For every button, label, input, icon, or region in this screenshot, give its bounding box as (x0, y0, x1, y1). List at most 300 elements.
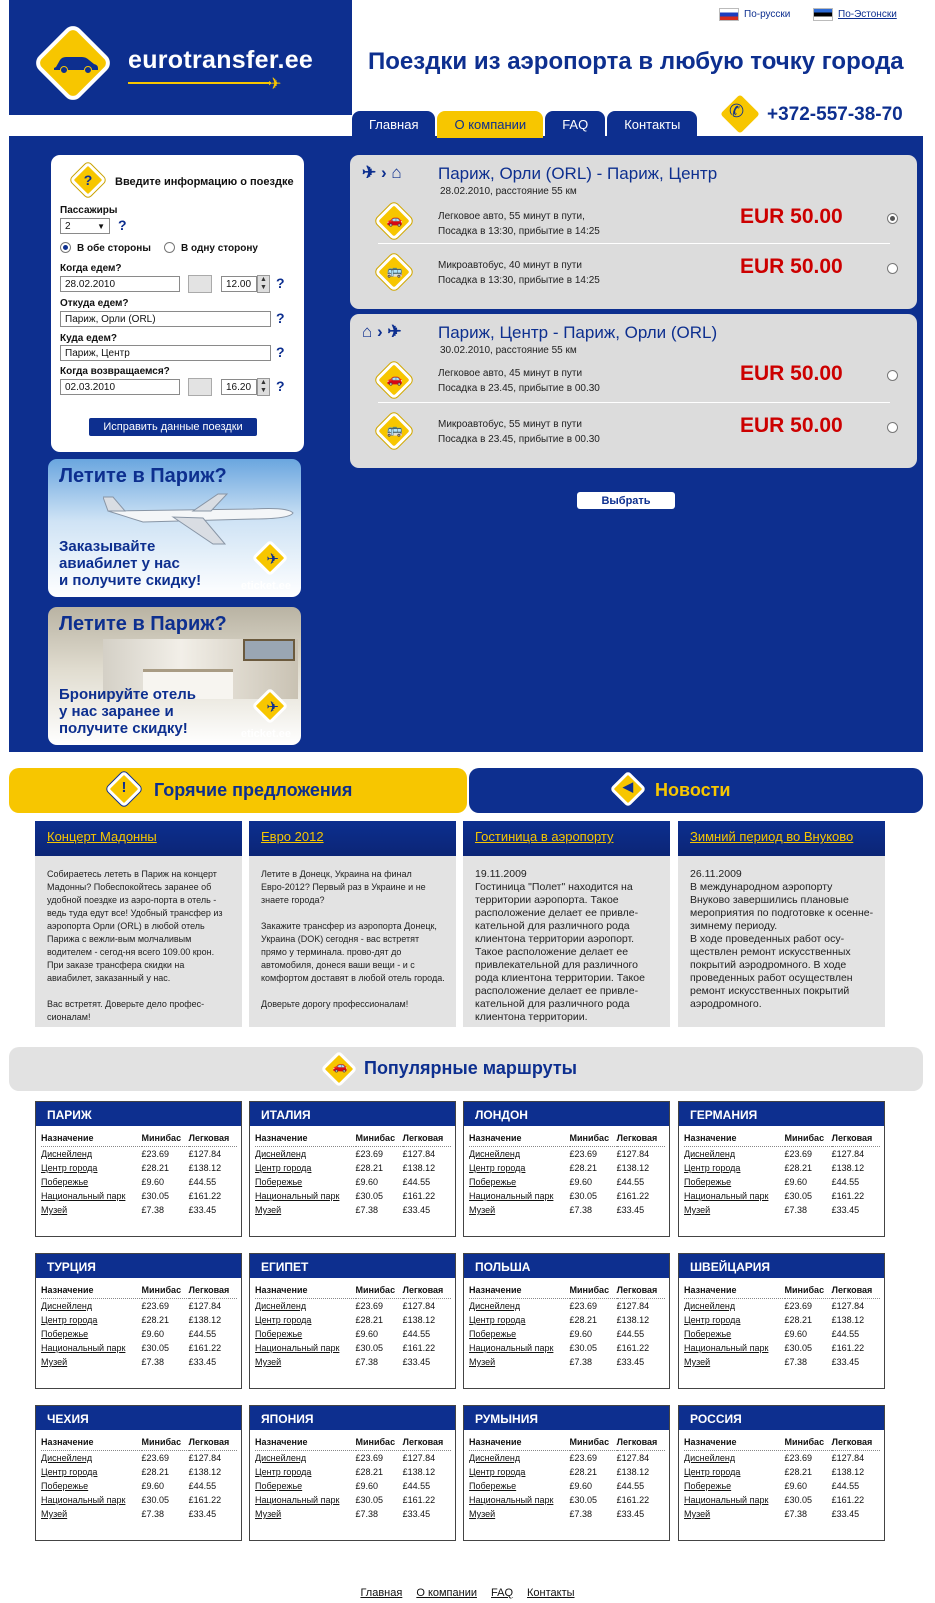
ad-flight-brand: eticket.ee (240, 580, 291, 592)
destination-link[interactable]: Диснейленд (684, 1453, 736, 1463)
car-price: £138.12 (831, 1163, 865, 1173)
lang-russian-link[interactable] (719, 8, 790, 21)
price-table (35, 1101, 242, 1237)
destination-link[interactable]: Центр города (469, 1163, 526, 1173)
destination-link[interactable]: Национальный парк (684, 1495, 769, 1505)
destination-link[interactable]: Побережье (684, 1481, 732, 1491)
table-row (684, 1203, 880, 1217)
ad-flight-text-1: Заказывайте (59, 538, 156, 555)
destination-link[interactable]: Центр города (684, 1467, 741, 1477)
destination-link[interactable]: Центр города (255, 1163, 312, 1173)
to-input[interactable] (60, 345, 271, 361)
price-table-grid (469, 1284, 665, 1369)
price-table-title: ЧЕХИЯ (36, 1406, 241, 1430)
price-table-header: Легковая (832, 1284, 880, 1299)
car-price: £161.22 (188, 1495, 222, 1505)
price-table (249, 1101, 456, 1237)
minibus-price: £23.69 (569, 1301, 598, 1311)
price-table-header-row (684, 1284, 880, 1299)
destination-link[interactable]: Центр города (469, 1467, 526, 1477)
price-table-header-row (469, 1436, 665, 1451)
destination-link[interactable]: Национальный парк (41, 1495, 126, 1505)
table-row (684, 1465, 880, 1479)
destination-link[interactable]: Национальный парк (255, 1343, 340, 1353)
option-text (438, 258, 600, 288)
phone-icon: ✆ (729, 101, 745, 121)
minibus-price: £9.60 (784, 1177, 808, 1187)
destination-link[interactable]: Национальный парк (684, 1191, 769, 1201)
from-label: Откуда едем? (60, 298, 129, 309)
from-help-icon[interactable]: ? (276, 310, 285, 326)
time-spinner-icon[interactable]: ▲ ▼ (257, 275, 270, 293)
ad-flight-text-3: и получите скидку! (59, 572, 202, 589)
table-row (469, 1341, 665, 1355)
bus-icon: 🚌 (386, 422, 404, 437)
news-card-title[interactable]: Гостиница в аэропорту (463, 821, 670, 856)
destination-link[interactable]: Музей (41, 1205, 68, 1215)
car-price: £127.84 (402, 1149, 436, 1159)
price-table-header-row (255, 1436, 451, 1451)
table-row (255, 1507, 451, 1521)
minibus-price: £23.69 (569, 1149, 598, 1159)
car-price: £44.55 (616, 1329, 645, 1339)
car-price: £44.55 (188, 1329, 217, 1339)
destination-link[interactable]: Музей (255, 1205, 282, 1215)
table-row (469, 1189, 665, 1203)
car-price: £138.12 (831, 1315, 865, 1325)
destination-link[interactable]: Побережье (469, 1481, 517, 1491)
car-price: £138.12 (188, 1163, 222, 1173)
destination-link[interactable]: Музей (469, 1357, 496, 1367)
table-row (255, 1189, 451, 1203)
destination-link[interactable]: Побережье (684, 1177, 732, 1187)
minibus-price: £9.60 (569, 1329, 593, 1339)
return-help-icon[interactable]: ? (276, 378, 285, 394)
destination-link[interactable]: Диснейленд (469, 1301, 521, 1311)
option-price: EUR 50.00 (740, 255, 843, 278)
car-price: £127.84 (188, 1453, 222, 1463)
car-price: £33.45 (402, 1509, 431, 1519)
price-table-grid (255, 1436, 451, 1521)
route-return-title: Париж, Центр - Париж, Орли (ORL) (438, 323, 718, 342)
card-paragraph: В международном аэропорту Внуково завершились плановые мероприятия по подготовке к осенне-зимнему периоду. (690, 881, 874, 932)
table-row (684, 1299, 880, 1314)
option-text (438, 366, 600, 396)
return-label: Когда возвращаемся? (60, 366, 170, 377)
ad-hotel-brand: eticket.ee (240, 728, 291, 740)
minibus-price: £23.69 (141, 1453, 170, 1463)
destination-link[interactable]: Побережье (469, 1329, 517, 1339)
table-row (41, 1465, 237, 1479)
news-bar (469, 768, 923, 813)
destination-link[interactable]: Побережье (41, 1329, 89, 1339)
minibus-price: £28.21 (784, 1467, 813, 1477)
destination-link[interactable]: Музей (469, 1509, 496, 1519)
option-radio[interactable] (887, 263, 898, 274)
minibus-price: £7.38 (784, 1205, 808, 1215)
destination-link[interactable]: Диснейленд (469, 1149, 521, 1159)
destination-link[interactable]: Национальный парк (255, 1191, 340, 1201)
price-table-header: Назначение (41, 1132, 142, 1147)
table-row (41, 1355, 237, 1369)
car-price: £127.84 (831, 1301, 865, 1311)
car-icon: 🚗 (386, 371, 404, 386)
car-price: £33.45 (616, 1509, 645, 1519)
from-input[interactable] (60, 311, 271, 327)
minibus-price: £30.05 (569, 1191, 598, 1201)
news-card-title[interactable]: Зимний период во Внуково (678, 821, 885, 856)
price-table-title: ТУРЦИЯ (36, 1254, 241, 1278)
minibus-price: £28.21 (784, 1163, 813, 1173)
price-table-header: Назначение (684, 1436, 785, 1451)
destination-link[interactable]: Национальный парк (469, 1495, 554, 1505)
route-outbound (350, 155, 917, 309)
price-table-header: Легковая (189, 1436, 237, 1451)
russia-flag-icon (719, 8, 739, 21)
table-row (684, 1479, 880, 1493)
table-row (684, 1341, 880, 1355)
minibus-price: £7.38 (355, 1205, 379, 1215)
car-price: £33.45 (402, 1357, 431, 1367)
ad-hotel-text-1: Бронируйте отель (59, 686, 196, 703)
destination-link[interactable]: Центр города (41, 1315, 98, 1325)
minibus-price: £23.69 (784, 1453, 813, 1463)
price-table-title: РОССИЯ (679, 1406, 884, 1430)
time-input[interactable] (221, 276, 257, 292)
price-table-header: Легковая (617, 1436, 665, 1451)
option-radio[interactable] (887, 422, 898, 433)
fix-trip-button[interactable]: Исправить данные поездки (89, 418, 257, 436)
table-row (255, 1161, 451, 1175)
table-row (469, 1313, 665, 1327)
destination-link[interactable]: Диснейленд (255, 1301, 307, 1311)
minibus-price: £7.38 (569, 1509, 593, 1519)
car-price: £44.55 (188, 1481, 217, 1491)
destination-link[interactable]: Национальный парк (684, 1343, 769, 1353)
minibus-price: £9.60 (784, 1329, 808, 1339)
price-table (463, 1405, 670, 1541)
destination-link[interactable]: Диснейленд (255, 1149, 307, 1159)
destination-link[interactable]: Центр города (255, 1467, 312, 1477)
car-price: £161.22 (831, 1343, 865, 1353)
calendar-icon[interactable] (188, 275, 212, 293)
destination-link[interactable]: Диснейленд (41, 1301, 93, 1311)
price-table-header-row (41, 1132, 237, 1147)
price-table-header: Легковая (832, 1132, 880, 1147)
logo-text[interactable]: eurotransfer.ee (128, 46, 314, 74)
price-table-grid (255, 1132, 451, 1217)
table-row (684, 1175, 880, 1189)
option-line-2: Посадка в 13:30, прибытие в 14:25 (438, 275, 600, 286)
minibus-price: £23.69 (355, 1149, 384, 1159)
destination-link[interactable]: Диснейленд (469, 1453, 521, 1463)
destination-link[interactable]: Диснейленд (41, 1149, 93, 1159)
option-line-2: Посадка в 23.45, прибытие в 00.30 (438, 434, 600, 445)
car-price: £44.55 (188, 1177, 217, 1187)
destination-link[interactable]: Музей (684, 1205, 711, 1215)
minibus-price: £30.05 (784, 1495, 813, 1505)
destination-link[interactable]: Диснейленд (684, 1149, 736, 1159)
to-value: Париж, Центр (65, 347, 130, 359)
table-row (41, 1327, 237, 1341)
choose-button[interactable]: Выбрать (577, 492, 675, 509)
table-row (684, 1147, 880, 1162)
car-price: £33.45 (616, 1357, 645, 1367)
price-table (35, 1253, 242, 1389)
price-table-header: Минибас (356, 1436, 403, 1451)
destination-link[interactable]: Центр города (469, 1315, 526, 1325)
footer-link-contacts[interactable]: Контакты (527, 1587, 575, 1599)
price-table-title: ИТАЛИЯ (250, 1102, 455, 1126)
news-card (678, 821, 885, 1027)
table-row (41, 1175, 237, 1189)
car-price: £44.55 (616, 1177, 645, 1187)
price-table-header: Минибас (570, 1284, 617, 1299)
destination-link[interactable]: Музей (684, 1357, 711, 1367)
table-row (469, 1507, 665, 1521)
destination-link[interactable]: Побережье (41, 1481, 89, 1491)
table-row (41, 1479, 237, 1493)
minibus-price: £9.60 (784, 1481, 808, 1491)
price-table-grid (684, 1132, 880, 1217)
date-input[interactable] (60, 276, 180, 292)
price-table-header: Легковая (189, 1132, 237, 1147)
table-row (255, 1341, 451, 1355)
minibus-price: £7.38 (355, 1357, 379, 1367)
to-help-icon[interactable]: ? (276, 344, 285, 360)
card-paragraph: В ходе проведенных работ осу-ществлен ремонт искусственных покрытий аэродромного. В ходе проведенных работ осуществлен ремонт искусственных покрытий аэродромного. (690, 933, 853, 1010)
destination-link[interactable]: Музей (469, 1205, 496, 1215)
minibus-price: £7.38 (355, 1509, 379, 1519)
car-price: £138.12 (402, 1163, 436, 1173)
date-value: 28.02.2010 (65, 278, 116, 290)
car-price: £127.84 (402, 1453, 436, 1463)
price-table-header: Назначение (41, 1284, 142, 1299)
footer-link-about[interactable]: О компании (416, 1587, 477, 1599)
price-table-header: Легковая (403, 1436, 451, 1451)
destination-link[interactable]: Побережье (469, 1177, 517, 1187)
destination-link[interactable]: Побережье (41, 1177, 89, 1187)
news-title: Новости (655, 780, 731, 800)
passengers-help-icon[interactable]: ? (118, 217, 127, 233)
minibus-price: £30.05 (141, 1495, 170, 1505)
offer-card-body (261, 868, 446, 1024)
price-table-header: Минибас (785, 1436, 832, 1451)
destination-link[interactable]: Национальный парк (255, 1495, 340, 1505)
car-price: £161.22 (402, 1495, 436, 1505)
ad-hotel[interactable] (48, 607, 301, 745)
option-line-1: Легковое авто, 55 минут в пути, (438, 211, 585, 222)
minibus-price: £7.38 (569, 1357, 593, 1367)
destination-link[interactable]: Диснейленд (41, 1453, 93, 1463)
destination-link[interactable]: Центр города (41, 1467, 98, 1477)
nav-tab-faq[interactable]: FAQ (545, 111, 605, 138)
car-price: £127.84 (616, 1453, 650, 1463)
to-label: Куда едем? (60, 333, 117, 344)
passengers-value: 2 (65, 220, 71, 232)
minibus-price: £7.38 (141, 1205, 165, 1215)
table-row (255, 1493, 451, 1507)
minibus-price: £30.05 (355, 1495, 384, 1505)
oneway-label: В одну сторону (181, 243, 258, 254)
minibus-price: £9.60 (569, 1481, 593, 1491)
footer-link-home[interactable]: Главная (360, 1587, 403, 1599)
price-table-header: Назначение (684, 1284, 785, 1299)
offer-card-title[interactable]: Концерт Мадонны (35, 821, 242, 856)
price-table-title: ШВЕЙЦАРИЯ (679, 1254, 884, 1278)
price-table (35, 1405, 242, 1541)
news-card (463, 821, 670, 1027)
question-icon: ? (83, 172, 93, 188)
price-table-grid (684, 1284, 880, 1369)
option-line-2: Посадка в 13:30, прибытие в 14:25 (438, 226, 600, 237)
ad-hotel-title: Летите в Париж? (59, 613, 227, 635)
table-row (41, 1313, 237, 1327)
destination-link[interactable]: Национальный парк (41, 1343, 126, 1353)
minibus-price: £7.38 (141, 1357, 165, 1367)
return-time-input[interactable] (221, 379, 257, 395)
destination-link[interactable]: Национальный парк (41, 1191, 126, 1201)
destination-link[interactable]: Центр города (684, 1315, 741, 1325)
table-row (255, 1203, 451, 1217)
car-price: £44.55 (831, 1177, 860, 1187)
price-table-grid (41, 1132, 237, 1217)
minibus-price: £23.69 (355, 1453, 384, 1463)
option-line-1: Микроавтобус, 40 минут в пути (438, 260, 582, 271)
car-price: £161.22 (402, 1191, 436, 1201)
lang-estonian-link[interactable] (813, 8, 897, 21)
car-price: £161.22 (831, 1191, 865, 1201)
destination-link[interactable]: Центр города (684, 1163, 741, 1173)
price-table-title: РУМЫНИЯ (464, 1406, 669, 1430)
table-row (469, 1465, 665, 1479)
minibus-price: £30.05 (141, 1343, 170, 1353)
table-row (684, 1493, 880, 1507)
price-table (249, 1405, 456, 1541)
card-paragraph: Закажите трансфер из аэропорта Донецк, Украина (DOK) сегодня - вас встретят прямо у терминала. прово-дят до автомобиля, донеся ваши вещи - и с комфортом доставят в любой отель города. (261, 921, 445, 983)
price-table-header: Минибас (356, 1132, 403, 1147)
price-table-header-row (469, 1132, 665, 1147)
price-table-header: Минибас (142, 1132, 189, 1147)
price-table-header: Назначение (41, 1436, 142, 1451)
table-row (469, 1355, 665, 1369)
home-to-plane-icon: ⌂ › ✈ (362, 322, 402, 341)
car-price: £33.45 (188, 1205, 217, 1215)
price-table (678, 1253, 885, 1389)
option-radio[interactable] (887, 370, 898, 381)
date-help-icon[interactable]: ? (276, 275, 285, 291)
destination-link[interactable]: Национальный парк (469, 1343, 554, 1353)
destination-link[interactable]: Музей (41, 1509, 68, 1519)
price-table-grid (469, 1436, 665, 1521)
destination-link[interactable]: Музей (41, 1357, 68, 1367)
car-price: £33.45 (616, 1205, 645, 1215)
destination-link[interactable]: Музей (255, 1357, 282, 1367)
minibus-price: £28.21 (784, 1315, 813, 1325)
minibus-price: £28.21 (569, 1467, 598, 1477)
offer-card (249, 821, 456, 1027)
car-price: £127.84 (188, 1301, 222, 1311)
plane-to-home-icon: ✈ › ⌂ (362, 163, 402, 182)
roundtrip-label: В обе стороны (77, 243, 151, 254)
car-price: £161.22 (616, 1495, 650, 1505)
car-price: £33.45 (831, 1205, 860, 1215)
destination-link[interactable]: Побережье (255, 1177, 303, 1187)
car-price: £138.12 (402, 1315, 436, 1325)
destination-link[interactable]: Диснейленд (684, 1301, 736, 1311)
footer-link-faq[interactable]: FAQ (491, 1587, 514, 1599)
destination-link[interactable]: Центр города (255, 1315, 312, 1325)
time-value: 12.00 (226, 278, 252, 290)
minibus-price: £7.38 (784, 1357, 808, 1367)
return-time-value: 16.20 (226, 381, 252, 393)
return-date-input[interactable] (60, 379, 180, 395)
price-table-grid (41, 1284, 237, 1369)
offer-card-body (47, 868, 232, 1037)
destination-link[interactable]: Побережье (684, 1329, 732, 1339)
destination-link[interactable]: Национальный парк (469, 1191, 554, 1201)
ad-flight[interactable] (48, 459, 301, 597)
nav-tab-contacts[interactable]: Контакты (607, 111, 697, 138)
table-row (469, 1451, 665, 1466)
option-radio[interactable] (887, 213, 898, 224)
offer-card-title[interactable]: Евро 2012 (249, 821, 456, 856)
price-table-header: Легковая (189, 1284, 237, 1299)
main-nav (352, 111, 699, 138)
car-price: £44.55 (831, 1481, 860, 1491)
car-icon (52, 52, 100, 74)
route-return (350, 314, 917, 468)
car-price: £138.12 (188, 1467, 222, 1477)
table-row (684, 1313, 880, 1327)
oneway-radio[interactable] (164, 242, 175, 253)
price-table-grid (255, 1284, 451, 1369)
price-table-title: ЕГИПЕТ (250, 1254, 455, 1278)
roundtrip-radio[interactable] (60, 242, 71, 253)
price-table-title: ПОЛЬША (464, 1254, 669, 1278)
price-table-header: Минибас (356, 1284, 403, 1299)
destination-link[interactable]: Музей (255, 1509, 282, 1519)
table-row (469, 1147, 665, 1162)
megaphone-icon: ◀ (623, 779, 633, 794)
destination-link[interactable]: Побережье (255, 1329, 303, 1339)
destination-link[interactable]: Музей (684, 1509, 711, 1519)
minibus-price: £7.38 (569, 1205, 593, 1215)
news-card-body (690, 868, 875, 1011)
price-table-header: Назначение (255, 1436, 356, 1451)
nav-tab-home[interactable]: Главная (352, 111, 435, 138)
table-row (684, 1327, 880, 1341)
table-row (255, 1313, 451, 1327)
destination-link[interactable]: Центр города (41, 1163, 98, 1173)
card-paragraph: Собираетесь лететь в Париж на концерт Мадонны? Побеспокойтесь заранее об удобной поездке из аэро-порта в отель - ведь туда едут все! Удобный трансфер из аэропорта Орли (ORL) в любой отель Парижа с вежли-вым молчаливым водителем - сегод-ня всего 109.00 крон. При заказе трансфера скидки на авиабилет, заказанный у нас. (47, 869, 223, 983)
price-table-header: Легковая (617, 1284, 665, 1299)
table-row (41, 1299, 237, 1314)
car-price: £33.45 (188, 1357, 217, 1367)
passengers-select[interactable] (60, 218, 110, 234)
nav-tab-about[interactable]: О компании (437, 111, 543, 138)
news-date: 26.11.2009 (690, 868, 742, 880)
destination-link[interactable]: Побережье (255, 1481, 303, 1491)
return-time-spinner-icon[interactable]: ▲ ▼ (257, 378, 270, 396)
minibus-price: £30.05 (569, 1495, 598, 1505)
price-table-title: ГЕРМАНИЯ (679, 1102, 884, 1126)
route-outbound-sub: 28.02.2010, расстояние 55 км (440, 186, 577, 197)
minibus-price: £28.21 (569, 1163, 598, 1173)
return-calendar-icon[interactable] (188, 378, 212, 396)
destination-link[interactable]: Диснейленд (255, 1453, 307, 1463)
price-table-title: ПАРИЖ (36, 1102, 241, 1126)
